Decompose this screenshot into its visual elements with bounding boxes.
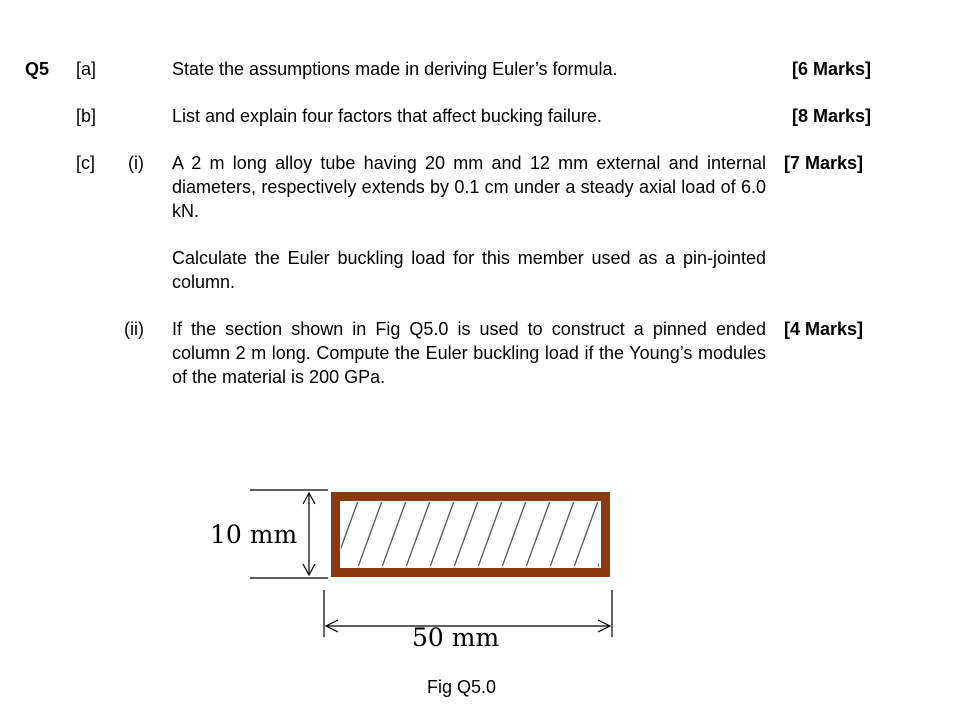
width-label: 50 mm xyxy=(412,623,500,652)
part-b-text: List and explain four factors that affect bucking failure. xyxy=(172,106,602,126)
part-a-label: [a] xyxy=(76,59,97,79)
part-b-label: [b] xyxy=(76,106,97,126)
part-b-marks: [8 Marks] xyxy=(792,106,872,126)
figure-caption: Fig Q5.0 xyxy=(427,677,497,697)
question-number: Q5 xyxy=(25,59,50,79)
part-c-i-marks: [7 Marks] xyxy=(784,153,864,173)
part-c-ii-text: If the section shown in Fig Q5.0 is used to construct a pinned ended column 2 m long. Compute the Euler buckling load if the Young’s modules of the material is 200 GPa. xyxy=(172,319,766,387)
part-c-i-label: (i) xyxy=(128,153,144,173)
part-c-i-text-2: Calculate the Euler buckling load for this member used as a pin-jointed column. xyxy=(172,248,766,292)
rectangular-section xyxy=(336,497,606,573)
part-a-text: State the assumptions made in deriving Euler’s formula. xyxy=(172,59,618,79)
part-c-label: [c] xyxy=(76,153,96,173)
part-a-marks: [6 Marks] xyxy=(792,59,872,79)
part-c-i-text: A 2 m long alloy tube having 20 mm and 12 mm external and internal diameters, respectively extends by 0.1 cm under a steady axial load of 6.0 kN. xyxy=(172,153,766,221)
part-c-ii-marks: [4 Marks] xyxy=(784,319,864,339)
section-hatching xyxy=(330,490,626,578)
part-c-ii-label: (ii) xyxy=(124,319,144,339)
height-label: 10 mm xyxy=(210,520,298,549)
